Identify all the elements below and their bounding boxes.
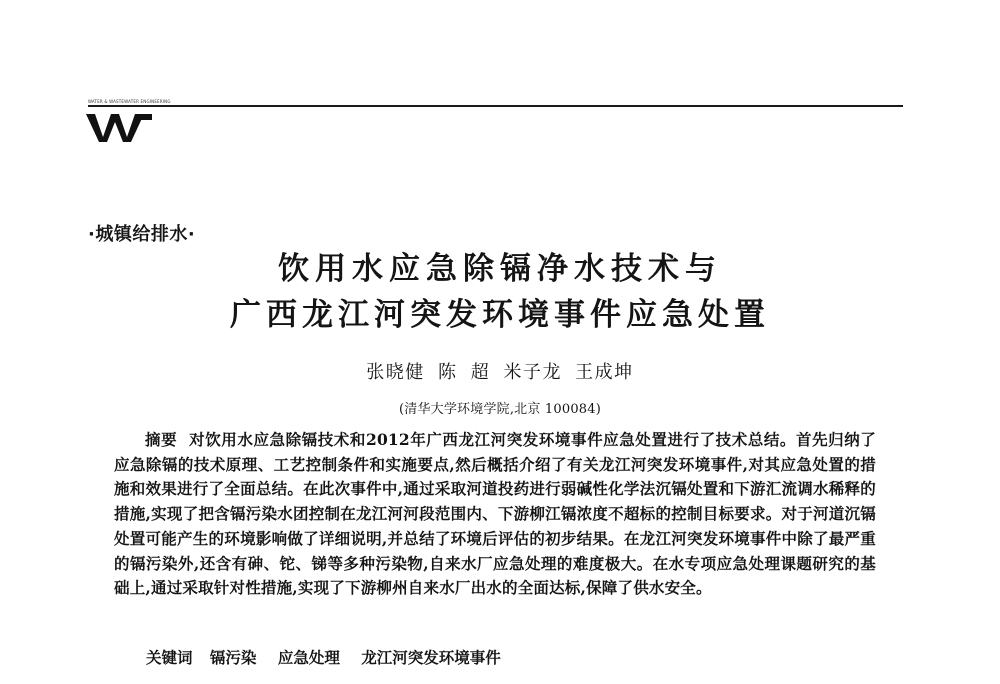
abstract-label: 摘要	[145, 431, 178, 449]
keyword-item: 龙江河突发环境事件	[361, 648, 501, 667]
keyword-item: 镉污染	[209, 648, 257, 667]
keywords-label: 关键词	[146, 649, 193, 667]
keyword-item: 应急处理	[277, 648, 340, 667]
paper-title-line-2: 广西龙江河突发环境事件应急处置	[230, 297, 770, 333]
journal-logo	[86, 110, 152, 144]
journal-header-tag: WATER & WASTEWATER ENGINEERING	[88, 99, 171, 104]
header-rule	[88, 105, 903, 107]
authors: 张晓健 陈 超 米子龙 王成坤	[366, 362, 634, 383]
abstract-text: 对饮用水应急除镉技术和2012年广西龙江河突发环境事件应急处置进行了技术总结。首先归纳了应急除镉的技术原理、工艺控制条件和实施要点,然后概括介绍了有关龙江河突发环境事件,对其应急处置的措施和效果进行了全面总结。在此次事件中,通过采取河道投药进行弱碱性化学法沉镉处置和下游汇流调水稀释的措施,实现了把含镉污染水团控制在龙江河河段范围内、下游柳江镉浓度不超标的控制目标要求。对于河道沉镉处置可能产生的环境影响做了详细说明,并总结了环境后评估的初步结果。在龙江河突发环境事件中除了最严重的镉污染外,还含有砷、铊、锑等多种污染物,自来水厂应急处理的难度极大。在水专项应急处理课题研究的基础上,通过采取针对性措施,实现了下游柳州自来水厂出水的全面达标,保障了供水安全。	[114, 430, 876, 598]
affiliation: (清华大学环境学院,北京 100084)	[398, 402, 602, 417]
keywords	[146, 646, 517, 668]
abstract	[114, 428, 876, 601]
paper-title-line-1: 饮用水应急除镉净水技术与	[278, 251, 722, 287]
column-tag: ·城镇给排水·	[88, 224, 196, 245]
